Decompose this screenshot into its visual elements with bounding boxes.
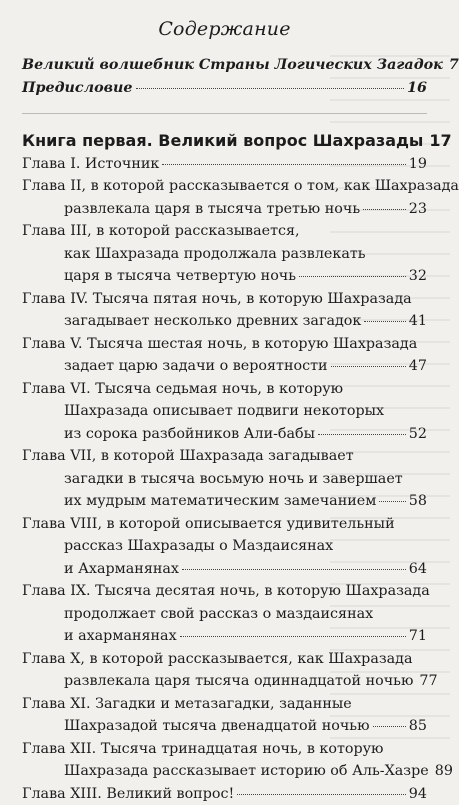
chapter-line: Глава II, в которой рассказывается о том, как Шахразада — [22, 175, 427, 198]
chapter-final-line — [22, 670, 427, 693]
chapter-final-line — [22, 760, 427, 783]
chapter-final-line — [22, 355, 427, 378]
toc-chapter-4[interactable] — [22, 288, 427, 333]
chapter-final-line — [22, 715, 427, 738]
page-number: 64 — [409, 558, 427, 581]
page-number: 19 — [409, 153, 427, 176]
page-number: 17 — [429, 130, 451, 153]
entry-text: развлекала царя в тысяча третью ночь — [64, 198, 360, 221]
toc-book-heading[interactable] — [22, 113, 427, 153]
chapter-line: Глава VI. Тысяча седьмая ночь, в которую — [22, 378, 427, 401]
leader-dots — [136, 88, 405, 89]
chapter-final-line — [22, 153, 427, 176]
toc-chapter-9[interactable] — [22, 580, 427, 648]
leader-dots — [162, 164, 405, 165]
leader-dots — [299, 276, 406, 277]
chapter-line: Глава IX. Тысяча десятая ночь, в которую Шахразада — [22, 580, 427, 603]
toc-chapter-3[interactable] — [22, 220, 427, 288]
toc-chapter-12[interactable] — [22, 738, 427, 783]
chapter-line: как Шахразада продолжала развлекать — [22, 243, 427, 266]
chapter-final-line — [22, 490, 427, 513]
entry-text: Шахразада рассказывает историю об Аль-Хазре — [64, 760, 429, 783]
chapter-final-line — [22, 198, 427, 221]
entry-text: Предисловие — [22, 77, 133, 100]
page-number: 85 — [409, 715, 427, 738]
leader-dots — [364, 321, 405, 322]
chapter-line: Глава V. Тысяча шестая ночь, в которую Шахразада — [22, 333, 427, 356]
chapter-final-line — [22, 310, 427, 333]
leader-dots — [373, 726, 406, 727]
toc-chapter-7[interactable] — [22, 445, 427, 513]
entry-text: Глава XIII. Великий вопрос! — [22, 783, 234, 805]
toc-chapter-8[interactable] — [22, 513, 427, 581]
page-number: 52 — [409, 423, 427, 446]
chapter-line: Глава VIII, в которой описывается удивительный — [22, 513, 427, 536]
leader-dots — [237, 794, 406, 795]
chapter-line: Шахразада описывает подвиги некоторых — [22, 400, 427, 423]
page-number: 16 — [407, 77, 427, 100]
toc-page — [22, 18, 427, 805]
page-number: 47 — [409, 355, 427, 378]
chapter-line: Глава III, в которой рассказывается, — [22, 220, 427, 243]
page-number: 23 — [409, 198, 427, 221]
chapter-line: Глава XII. Тысяча тринадцатая ночь, в которую — [22, 738, 427, 761]
page-number: 58 — [409, 490, 427, 513]
entry-text: из сорока разбойников Али-бабы — [64, 423, 315, 446]
chapter-line: Глава VII, в которой Шахразада загадывает — [22, 445, 427, 468]
entry-text: Великий волшебник Страны Логических Загадок — [22, 54, 443, 77]
page-number: 94 — [409, 783, 427, 805]
entry-text: загадывает несколько древних загадок — [64, 310, 361, 333]
leader-dots — [331, 366, 406, 367]
chapter-list — [22, 153, 427, 805]
page-number: 77 — [419, 670, 437, 693]
chapter-final-line — [22, 423, 427, 446]
chapter-final-line — [22, 783, 427, 805]
page-number: 7 — [449, 54, 459, 77]
page-title: Содержание — [22, 18, 427, 40]
chapter-line: Глава XI. Загадки и метазагадки, заданные — [22, 693, 427, 716]
chapter-line: рассказ Шахразады о Маздаисянах — [22, 535, 427, 558]
entry-text: Глава I. Источник — [22, 153, 159, 176]
page-number: 89 — [435, 760, 453, 783]
toc-chapter-10[interactable] — [22, 648, 427, 693]
toc-chapter-11[interactable] — [22, 693, 427, 738]
leader-dots — [379, 501, 405, 502]
toc-entry-intro-0[interactable] — [22, 54, 427, 77]
toc-entry-intro-1[interactable] — [22, 77, 427, 100]
leader-dots — [180, 636, 406, 637]
page-number: 41 — [409, 310, 427, 333]
chapter-final-line — [22, 558, 427, 581]
toc-chapter-5[interactable] — [22, 333, 427, 378]
leader-dots — [363, 209, 406, 210]
entry-text: развлекала царя тысяча одиннадцатой ночью — [64, 670, 413, 693]
leader-dots — [182, 569, 406, 570]
chapter-final-line — [22, 625, 427, 648]
book-title: Книга первая. Великий вопрос Шахразады — [22, 130, 423, 153]
chapter-final-line — [22, 265, 427, 288]
toc-chapter-13[interactable] — [22, 783, 427, 805]
entry-text: царя в тысяча четвертую ночь — [64, 265, 296, 288]
page-number: 32 — [409, 265, 427, 288]
entry-text: и ахарманянах — [64, 625, 177, 648]
entry-text: Шахразадой тысяча двенадцатой ночью — [64, 715, 370, 738]
toc-chapter-6[interactable] — [22, 378, 427, 446]
page-number: 71 — [409, 625, 427, 648]
entry-text: задает царю задачи о вероятности — [64, 355, 328, 378]
chapter-line: Глава X, в которой рассказывается, как Шахразада — [22, 648, 427, 671]
entry-text: их мудрым математическим замечанием — [64, 490, 376, 513]
toc-chapter-2[interactable] — [22, 175, 427, 220]
entry-text: и Ахарманянах — [64, 558, 179, 581]
toc-chapter-1[interactable] — [22, 153, 427, 176]
chapter-line: продолжает свой рассказ о маздаисянах — [22, 603, 427, 626]
chapter-line: загадки в тысяча восьмую ночь и завершает — [22, 468, 427, 491]
chapter-line: Глава IV. Тысяча пятая ночь, в которую Шахразада — [22, 288, 427, 311]
leader-dots — [318, 434, 406, 435]
